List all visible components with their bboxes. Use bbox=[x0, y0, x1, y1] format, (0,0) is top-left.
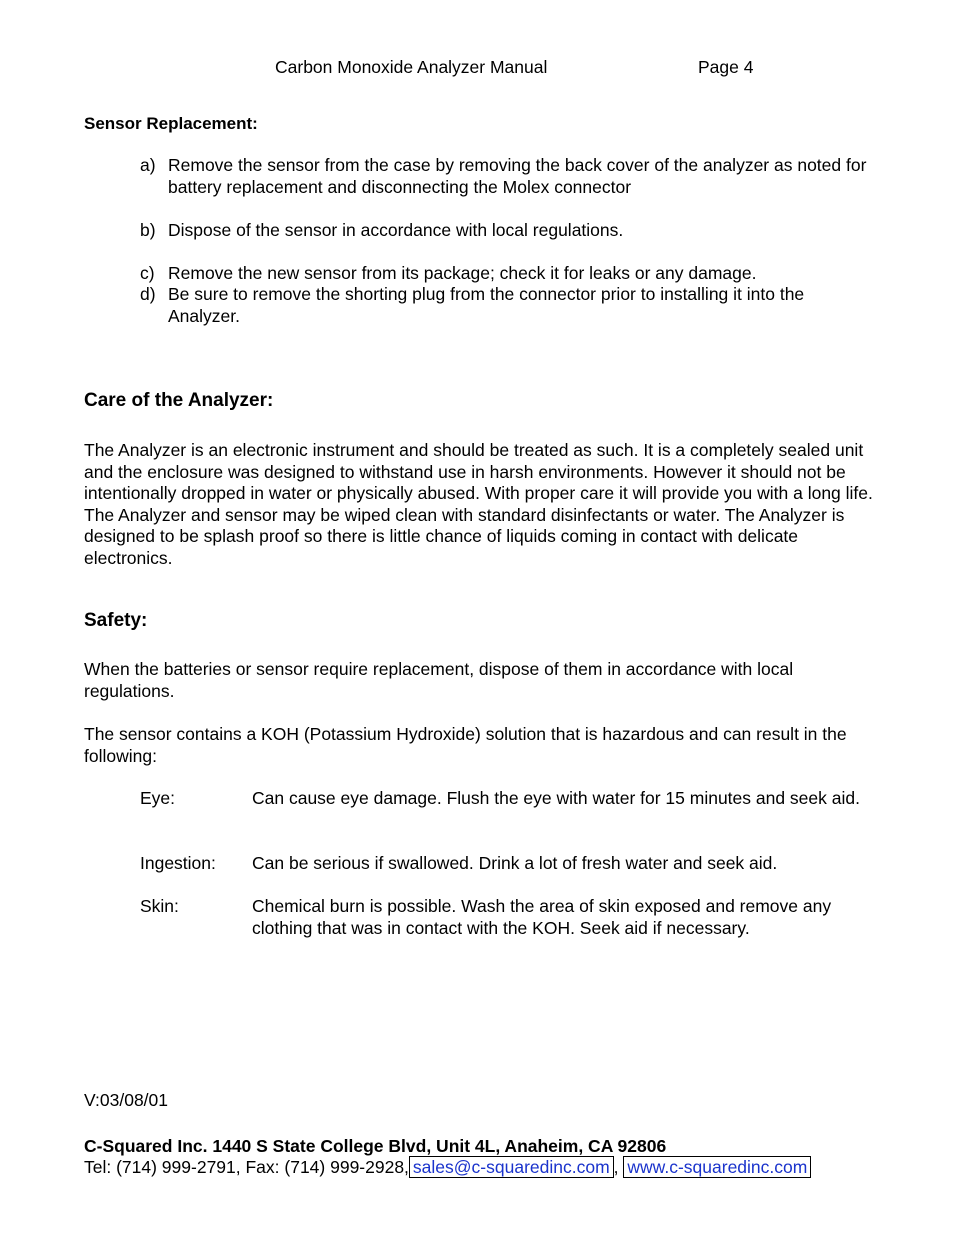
list-item bbox=[140, 263, 880, 285]
safety-paragraph: The sensor contains a KOH (Potassium Hydroxide) solution that is hazardous and can result in the following: bbox=[84, 724, 847, 766]
safety-heading: Safety: bbox=[84, 610, 148, 631]
separator: , bbox=[613, 1157, 619, 1177]
header-title: Carbon Monoxide Analyzer Manual bbox=[275, 57, 548, 77]
hazard-label: Ingestion: bbox=[140, 853, 216, 873]
list-item-text: Remove the new sensor from its package; check it for leaks or any damage. bbox=[168, 263, 757, 283]
hazard-item bbox=[140, 788, 880, 810]
list-item bbox=[140, 155, 880, 198]
care-heading: Care of the Analyzer: bbox=[84, 390, 274, 411]
hazard-item bbox=[140, 853, 880, 875]
list-item-text: Dispose of the sensor in accordance with local regulations. bbox=[168, 220, 624, 240]
hazard-item bbox=[140, 896, 880, 939]
contact-phone-fax: Tel: (714) 999-2791, Fax: (714) 999-2928, bbox=[84, 1157, 409, 1177]
care-paragraph: The Analyzer is an electronic instrument and should be treated as such. It is a completely sealed unit and the enclosure was designed to withstand use in harsh environments. However it should not be intentionally dropped in water or physically abused. With proper care it will provide you with a long life. The Analyzer and sensor may be wiped clean with standard disinfectants or water. The Analyzer is designed to be splash proof so there is little chance of liquids coming in contact with delicate electronics. bbox=[84, 440, 873, 568]
page-number: Page 4 bbox=[698, 57, 754, 77]
list-item-label: c) bbox=[140, 263, 155, 283]
hazard-text: Can be serious if swallowed. Drink a lot of fresh water and seek aid. bbox=[252, 853, 778, 873]
list-item-label: a) bbox=[140, 155, 156, 175]
list-item bbox=[140, 284, 880, 327]
list-item-label: b) bbox=[140, 220, 156, 240]
website-link[interactable]: www.c-squaredinc.com bbox=[623, 1156, 811, 1178]
hazard-label: Skin: bbox=[140, 896, 179, 916]
list-item bbox=[140, 220, 880, 242]
list-item-text: Remove the sensor from the case by removing the back cover of the analyzer as noted for battery replacement and disconnecting the Molex connector bbox=[168, 155, 867, 197]
hazard-text: Can cause eye damage. Flush the eye with water for 15 minutes and seek aid. bbox=[252, 788, 860, 808]
hazard-label: Eye: bbox=[140, 788, 176, 808]
hazard-text: Chemical burn is possible. Wash the area of skin exposed and remove any clothing that was in contact with the KOH. Seek aid if necessary. bbox=[252, 896, 832, 938]
list-item-text: Be sure to remove the shorting plug from the connector prior to installing it into the Analyzer. bbox=[168, 284, 805, 326]
contact-line bbox=[84, 1157, 811, 1179]
company-address: C-Squared Inc. 1440 S State College Blvd, Unit 4L, Anaheim, CA 92806 bbox=[84, 1136, 667, 1156]
sensor-replacement-heading: Sensor Replacement: bbox=[84, 114, 258, 133]
list-item-label: d) bbox=[140, 284, 156, 304]
version-label: V:03/08/01 bbox=[84, 1090, 169, 1110]
email-link[interactable]: sales@c-squaredinc.com bbox=[409, 1156, 614, 1178]
safety-paragraph: When the batteries or sensor require replacement, dispose of them in accordance with local regulations. bbox=[84, 659, 794, 701]
